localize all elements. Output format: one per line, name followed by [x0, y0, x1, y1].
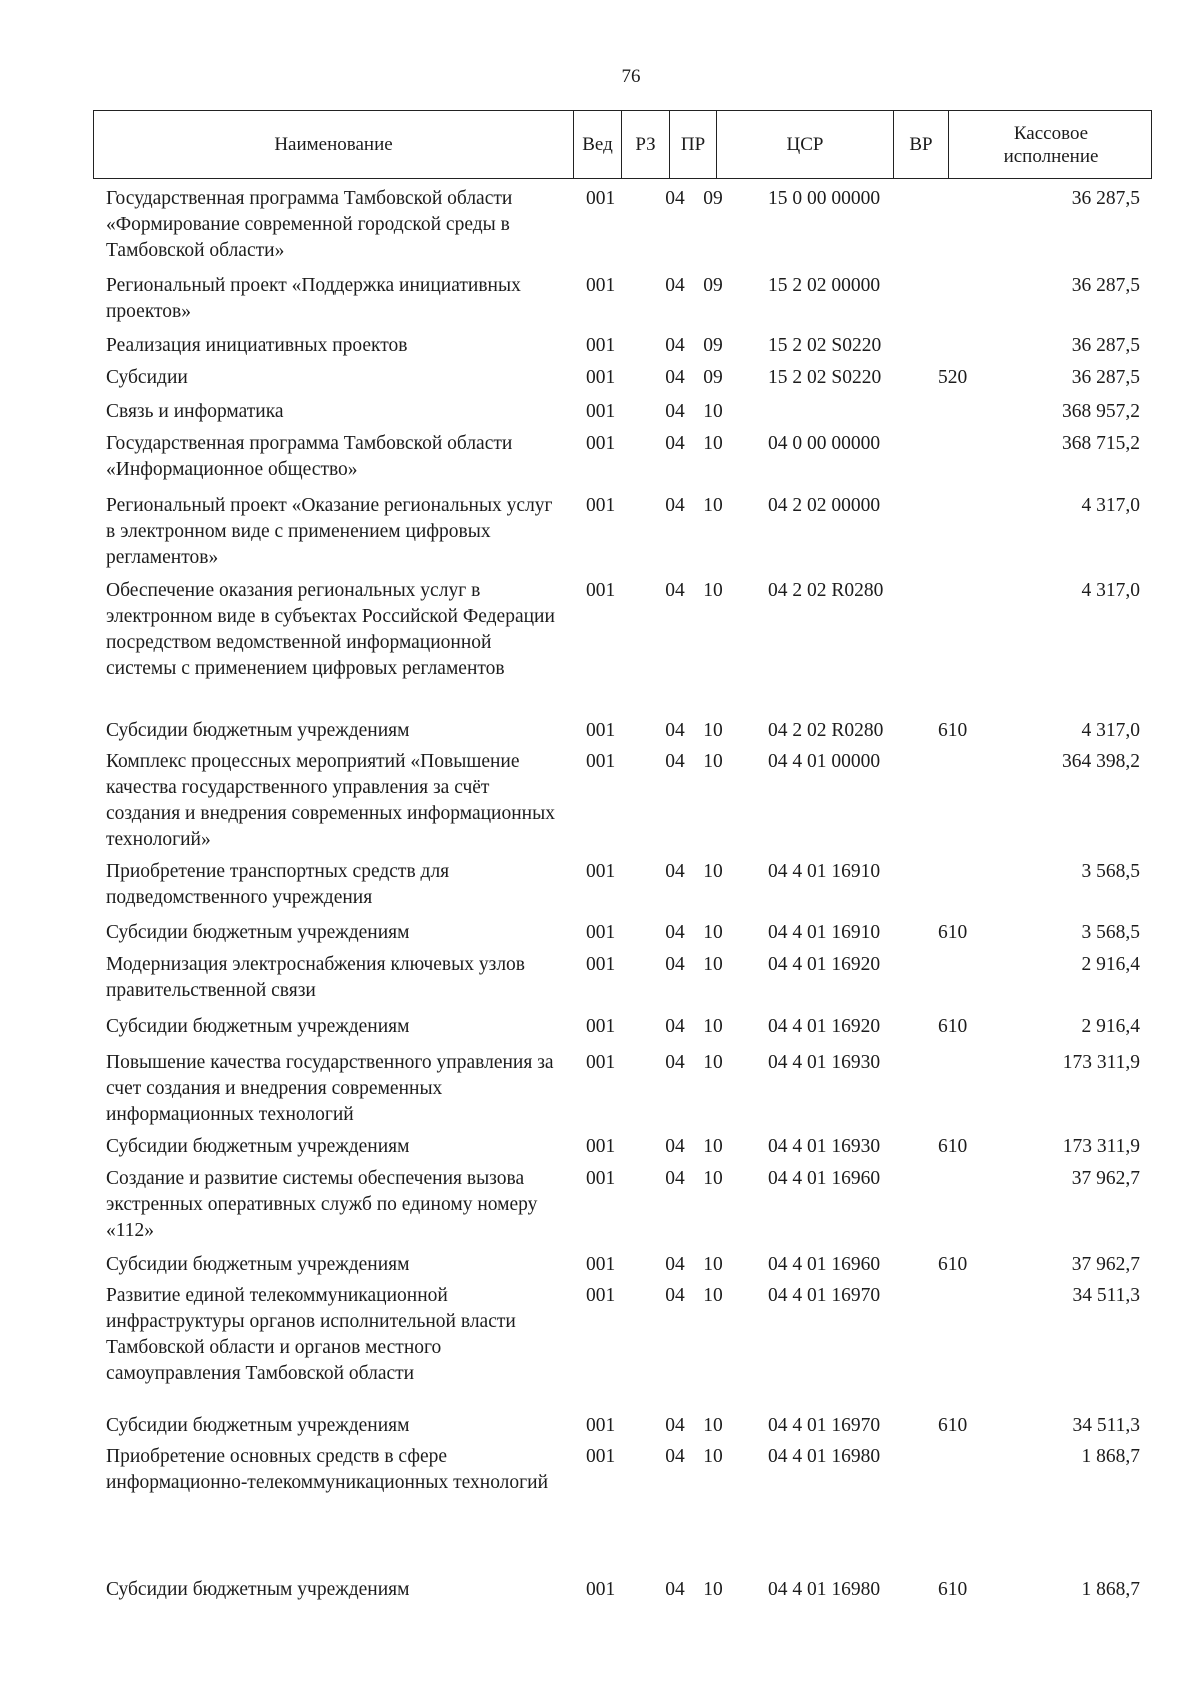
header-name: Наименование	[94, 111, 574, 178]
row-pr: 10	[703, 1415, 723, 1436]
row-name: Региональный проект «Поддержка инициативных проектов»	[106, 275, 521, 322]
row-amount: 36 287,5	[1071, 335, 1140, 356]
row-amount: 368 957,2	[1062, 401, 1140, 422]
row-csr: 04 4 01 16910	[768, 861, 881, 882]
row-vr: 520	[938, 367, 968, 388]
row-amount: 36 287,5	[1071, 275, 1140, 296]
row-ved: 001	[586, 433, 616, 454]
row-csr: 04 4 01 16980	[768, 1579, 881, 1600]
row-csr: 04 2 02 R0280	[768, 580, 884, 601]
row-pr: 10	[703, 1446, 723, 1467]
row-ved: 001	[586, 1016, 616, 1037]
row-pr: 10	[703, 751, 723, 772]
row-ved: 001	[586, 367, 616, 388]
row-rz: 04	[665, 1052, 685, 1073]
row-amount: 368 715,2	[1062, 433, 1140, 454]
row-ved: 001	[586, 751, 616, 772]
row-pr: 10	[703, 1285, 723, 1306]
row-name: Приобретение основных средств в сфере информационно-телекоммуникационных технологий	[106, 1446, 549, 1493]
row-amount: 4 317,0	[1081, 580, 1140, 601]
row-ved: 001	[586, 1254, 616, 1275]
row-rz: 04	[665, 1016, 685, 1037]
row-ved: 001	[586, 954, 616, 975]
row-ved: 001	[586, 188, 616, 209]
row-pr: 10	[703, 1136, 723, 1157]
row-ved: 001	[586, 1052, 616, 1073]
row-vr: 610	[938, 1254, 968, 1275]
row-ved: 001	[586, 1446, 616, 1467]
row-pr: 10	[703, 1579, 723, 1600]
row-amount: 1 868,7	[1081, 1446, 1140, 1467]
row-name: Субсидии бюджетным учреждениям	[106, 922, 410, 943]
row-csr: 15 2 02 S0220	[768, 335, 882, 356]
row-name: Развитие единой телекоммуникационной инфраструктуры органов исполнительной власти Тамбовской области и органов местного самоуправления Тамбовской области	[106, 1285, 516, 1384]
row-ved: 001	[586, 1415, 616, 1436]
row-name: Создание и развитие системы обеспечения вызова экстренных оперативных служб по единому номеру «112»	[106, 1168, 538, 1241]
row-amount: 2 916,4	[1081, 1016, 1140, 1037]
row-rz: 04	[665, 1446, 685, 1467]
row-amount: 36 287,5	[1071, 188, 1140, 209]
row-rz: 04	[665, 1136, 685, 1157]
row-name: Обеспечение оказания региональных услуг в электронном виде в субъектах Российской Федерации посредством ведомственной информационной системы с применением цифровых регламентов	[106, 580, 555, 679]
row-amount: 4 317,0	[1081, 495, 1140, 516]
row-pr: 09	[703, 188, 723, 209]
row-rz: 04	[665, 751, 685, 772]
row-rz: 04	[665, 401, 685, 422]
page-number: 76	[621, 66, 641, 87]
row-name: Повышение качества государственного управления за счет создания и внедрения современных информационных технологий	[106, 1052, 554, 1125]
header-rz: РЗ	[622, 111, 670, 178]
row-pr: 10	[703, 433, 723, 454]
row-ved: 001	[586, 1285, 616, 1306]
row-ved: 001	[586, 495, 616, 516]
row-csr: 04 4 01 16960	[768, 1254, 881, 1275]
row-ved: 001	[586, 1168, 616, 1189]
row-csr: 04 4 01 16930	[768, 1136, 881, 1157]
row-rz: 04	[665, 1285, 685, 1306]
row-amount: 3 568,5	[1081, 922, 1140, 943]
row-csr: 04 4 01 16970	[768, 1285, 881, 1306]
row-vr: 610	[938, 720, 968, 741]
row-rz: 04	[665, 188, 685, 209]
row-rz: 04	[665, 367, 685, 388]
row-amount: 173 311,9	[1062, 1052, 1140, 1073]
row-csr: 15 2 02 S0220	[768, 367, 882, 388]
row-rz: 04	[665, 275, 685, 296]
row-name: Приобретение транспортных средств для подведомственного учреждения	[106, 861, 450, 908]
row-pr: 10	[703, 1168, 723, 1189]
row-csr: 04 2 02 00000	[768, 495, 881, 516]
row-name: Субсидии бюджетным учреждениям	[106, 1136, 410, 1157]
row-csr: 04 4 01 16910	[768, 922, 881, 943]
row-ved: 001	[586, 401, 616, 422]
row-csr: 04 4 01 16970	[768, 1415, 881, 1436]
header-pr: ПР	[670, 111, 717, 178]
row-vr: 610	[938, 1579, 968, 1600]
row-rz: 04	[665, 1579, 685, 1600]
row-rz: 04	[665, 580, 685, 601]
row-rz: 04	[665, 720, 685, 741]
row-name: Региональный проект «Оказание региональных услуг в электронном виде с применением цифровых регламентов»	[106, 495, 553, 568]
header-csr: ЦСР	[717, 111, 894, 178]
row-csr: 04 0 00 00000	[768, 433, 881, 454]
row-pr: 10	[703, 1254, 723, 1275]
row-csr: 04 4 01 16920	[768, 1016, 881, 1037]
row-vr: 610	[938, 1016, 968, 1037]
table-header	[93, 110, 1152, 179]
row-name: Модернизация электроснабжения ключевых узлов правительственной связи	[106, 954, 526, 1001]
row-name: Государственная программа Тамбовской области «Формирование современной городской среды в Тамбовской области»	[106, 188, 513, 261]
row-ved: 001	[586, 922, 616, 943]
row-rz: 04	[665, 954, 685, 975]
header-amount: Кассовое исполнение	[1003, 122, 1099, 167]
row-name: Субсидии бюджетным учреждениям	[106, 1254, 410, 1275]
header-vr: ВР	[894, 111, 949, 178]
row-pr: 09	[703, 275, 723, 296]
row-rz: 04	[665, 922, 685, 943]
row-vr: 610	[938, 922, 968, 943]
row-amount: 37 962,7	[1071, 1168, 1140, 1189]
row-rz: 04	[665, 1415, 685, 1436]
row-pr: 10	[703, 401, 723, 422]
row-csr: 04 4 01 16920	[768, 954, 881, 975]
row-name: Субсидии бюджетным учреждениям	[106, 1579, 410, 1600]
row-pr: 10	[703, 1016, 723, 1037]
row-pr: 10	[703, 861, 723, 882]
row-pr: 09	[703, 335, 723, 356]
row-csr: 04 2 02 R0280	[768, 720, 884, 741]
row-vr: 610	[938, 1415, 968, 1436]
row-rz: 04	[665, 495, 685, 516]
row-ved: 001	[586, 335, 616, 356]
row-amount: 34 511,3	[1072, 1415, 1140, 1436]
header-ved: Вед	[574, 111, 622, 178]
row-amount: 364 398,2	[1062, 751, 1140, 772]
row-amount: 1 868,7	[1081, 1579, 1140, 1600]
row-pr: 10	[703, 1052, 723, 1073]
row-csr: 04 4 01 00000	[768, 751, 881, 772]
row-pr: 10	[703, 954, 723, 975]
row-csr: 15 2 02 00000	[768, 275, 881, 296]
row-csr: 04 4 01 16980	[768, 1446, 881, 1467]
row-name: Государственная программа Тамбовской области «Информационное общество»	[106, 433, 513, 480]
row-pr: 10	[703, 580, 723, 601]
row-ved: 001	[586, 861, 616, 882]
row-pr: 10	[703, 922, 723, 943]
row-name: Реализация инициативных проектов	[106, 335, 408, 356]
row-name: Субсидии	[106, 367, 188, 388]
row-pr: 10	[703, 495, 723, 516]
row-rz: 04	[665, 1168, 685, 1189]
row-amount: 36 287,5	[1071, 367, 1140, 388]
row-ved: 001	[586, 720, 616, 741]
row-name: Связь и информатика	[106, 401, 284, 422]
row-amount: 4 317,0	[1081, 720, 1140, 741]
row-csr: 04 4 01 16960	[768, 1168, 881, 1189]
row-name: Субсидии бюджетным учреждениям	[106, 1016, 410, 1037]
row-ved: 001	[586, 275, 616, 296]
row-amount: 3 568,5	[1081, 861, 1140, 882]
row-ved: 001	[586, 580, 616, 601]
row-amount: 34 511,3	[1072, 1285, 1140, 1306]
row-rz: 04	[665, 861, 685, 882]
row-ved: 001	[586, 1136, 616, 1157]
row-csr: 15 0 00 00000	[768, 188, 881, 209]
row-name: Комплекс процессных мероприятий «Повышение качества государственного управления за счёт создания и внедрения современных информационных технологий»	[106, 751, 555, 850]
row-ved: 001	[586, 1579, 616, 1600]
row-csr: 04 4 01 16930	[768, 1052, 881, 1073]
row-pr: 09	[703, 367, 723, 388]
row-rz: 04	[665, 433, 685, 454]
row-name: Субсидии бюджетным учреждениям	[106, 720, 410, 741]
row-pr: 10	[703, 720, 723, 741]
row-amount: 37 962,7	[1071, 1254, 1140, 1275]
row-name: Субсидии бюджетным учреждениям	[106, 1415, 410, 1436]
row-rz: 04	[665, 1254, 685, 1275]
row-amount: 173 311,9	[1062, 1136, 1140, 1157]
row-vr: 610	[938, 1136, 968, 1157]
row-rz: 04	[665, 335, 685, 356]
row-amount: 2 916,4	[1081, 954, 1140, 975]
